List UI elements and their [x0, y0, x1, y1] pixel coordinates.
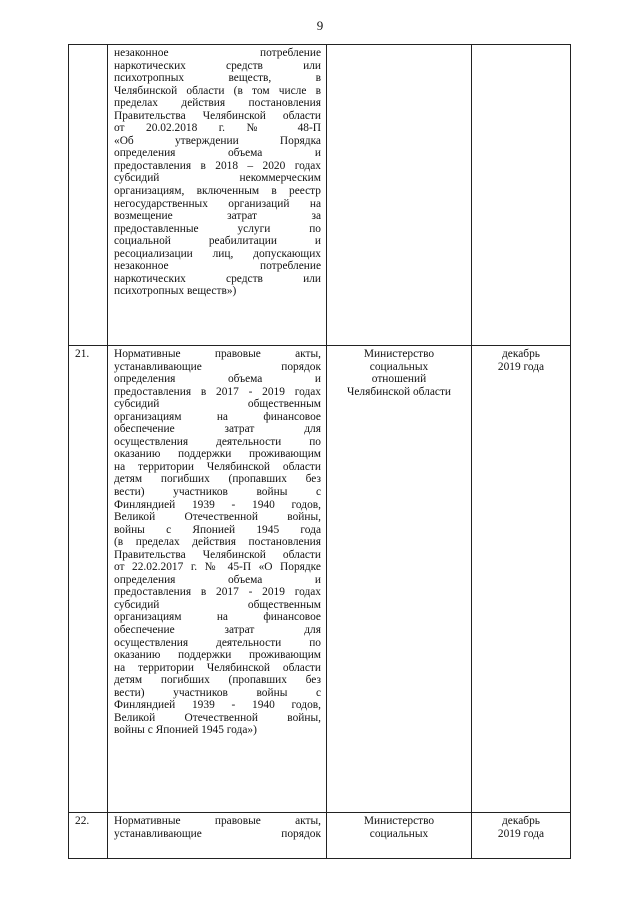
- description-line: Финляндией 1939 - 1940 годов,: [114, 699, 321, 712]
- description-line: детям погибших (пропавших без: [114, 473, 321, 486]
- description-line: предоставленные услуги по: [114, 222, 321, 235]
- row-description: [108, 45, 327, 346]
- plan-table: [68, 44, 571, 859]
- deadline-line: 2019 года: [497, 827, 545, 840]
- deadline-line: 2019 года: [497, 360, 545, 373]
- description-line: оказанию поддержки проживающим: [114, 649, 321, 662]
- description-line: Великой Отечественной войны,: [114, 711, 321, 724]
- description-line: наркотических средств или: [114, 59, 321, 72]
- description-line: Финляндией 1939 - 1940 годов,: [114, 498, 321, 511]
- deadline-line: декабрь: [502, 815, 540, 827]
- description-line: от 20.02.2018 г. № 48-П: [114, 122, 321, 135]
- description-line: предоставления в 2018 – 2020 годах: [114, 159, 321, 172]
- description-line: наркотических средств или: [114, 272, 321, 285]
- description-line: субсидий общественным: [114, 598, 321, 611]
- description-line: от 22.02.2017 г. № 45-П «О Порядке: [114, 561, 321, 574]
- table-row: [69, 346, 571, 813]
- description-line: Нормативные правовые акты,: [114, 348, 321, 360]
- description-line: возмещение затрат за: [114, 210, 321, 223]
- description-line: предоставления в 2017 - 2019 годах: [114, 385, 321, 398]
- description-line: обеспечение затрат для: [114, 423, 321, 436]
- description-line: организациям на финансовое: [114, 611, 321, 624]
- description-line: ресоциализации лиц, допускающих: [114, 247, 321, 260]
- responsible-line: Министерство: [363, 815, 435, 827]
- row-deadline: [472, 45, 571, 346]
- description-line: определения объема и: [114, 147, 321, 160]
- responsible-line: отношений: [371, 373, 427, 386]
- description-line: Правительства Челябинской области: [114, 548, 321, 561]
- row-responsible: [327, 346, 472, 813]
- description-line: устанавливающие порядок: [114, 360, 321, 373]
- row-description: [108, 346, 327, 813]
- description-line: вести) участников войны с: [114, 486, 321, 499]
- row-description: [108, 813, 327, 859]
- responsible-line: социальных: [369, 360, 429, 373]
- row-number: 22.: [69, 813, 108, 859]
- description-line: оказанию поддержки проживающим: [114, 448, 321, 461]
- description-line: Челябинской области (в том числе в: [114, 84, 321, 97]
- responsible-line: Министерство: [363, 348, 435, 360]
- description-line: социальной реабилитации и: [114, 235, 321, 248]
- description-line: осуществления деятельности по: [114, 435, 321, 448]
- description-line: Правительства Челябинской области: [114, 109, 321, 122]
- row-number: [69, 45, 108, 346]
- row-deadline: [472, 346, 571, 813]
- row-number: 21.: [69, 346, 108, 813]
- row-responsible: [327, 813, 472, 859]
- description-line: субсидий некоммерческим: [114, 172, 321, 185]
- description-line: организациям, включенным в реестр: [114, 185, 321, 198]
- description-line: предоставления в 2017 - 2019 годах: [114, 586, 321, 599]
- description-line: определения объема и: [114, 573, 321, 586]
- description-line: осуществления деятельности по: [114, 636, 321, 649]
- description-line: обеспечение затрат для: [114, 624, 321, 637]
- table-row: [69, 813, 571, 859]
- page-number: 9: [316, 18, 324, 33]
- description-line: войны с Японией 1945 года: [114, 523, 321, 536]
- description-line: на территории Челябинской области: [114, 661, 321, 674]
- deadline-line: декабрь: [502, 348, 540, 360]
- description-line: устанавливающие порядок: [114, 827, 321, 840]
- description-line: психотропных веществ, в: [114, 72, 321, 85]
- description-line: (в пределах действия постановления: [114, 536, 321, 549]
- description-line: вести) участников войны с: [114, 686, 321, 699]
- description-line: Великой Отечественной войны,: [114, 511, 321, 524]
- description-line: организациям на финансовое: [114, 410, 321, 423]
- description-line: детям погибших (пропавших без: [114, 674, 321, 687]
- table-row: [69, 45, 571, 346]
- description-line: незаконное потребление: [114, 47, 321, 59]
- description-line: субсидий общественным: [114, 398, 321, 411]
- description-line: «Об утверждении Порядка: [114, 134, 321, 147]
- description-line: пределах действия постановления: [114, 97, 321, 110]
- description-line: негосударственных организаций на: [114, 197, 321, 210]
- description-line: войны с Японией 1945 года»): [114, 724, 257, 737]
- row-responsible: [327, 45, 472, 346]
- responsible-line: социальных: [369, 827, 429, 840]
- description-line: определения объема и: [114, 373, 321, 386]
- description-line: на территории Челябинской области: [114, 460, 321, 473]
- description-line: Нормативные правовые акты,: [114, 815, 321, 827]
- description-line: психотропных веществ»): [114, 285, 237, 298]
- row-deadline: [472, 813, 571, 859]
- responsible-line: Челябинской области: [346, 385, 452, 398]
- description-line: незаконное потребление: [114, 260, 321, 273]
